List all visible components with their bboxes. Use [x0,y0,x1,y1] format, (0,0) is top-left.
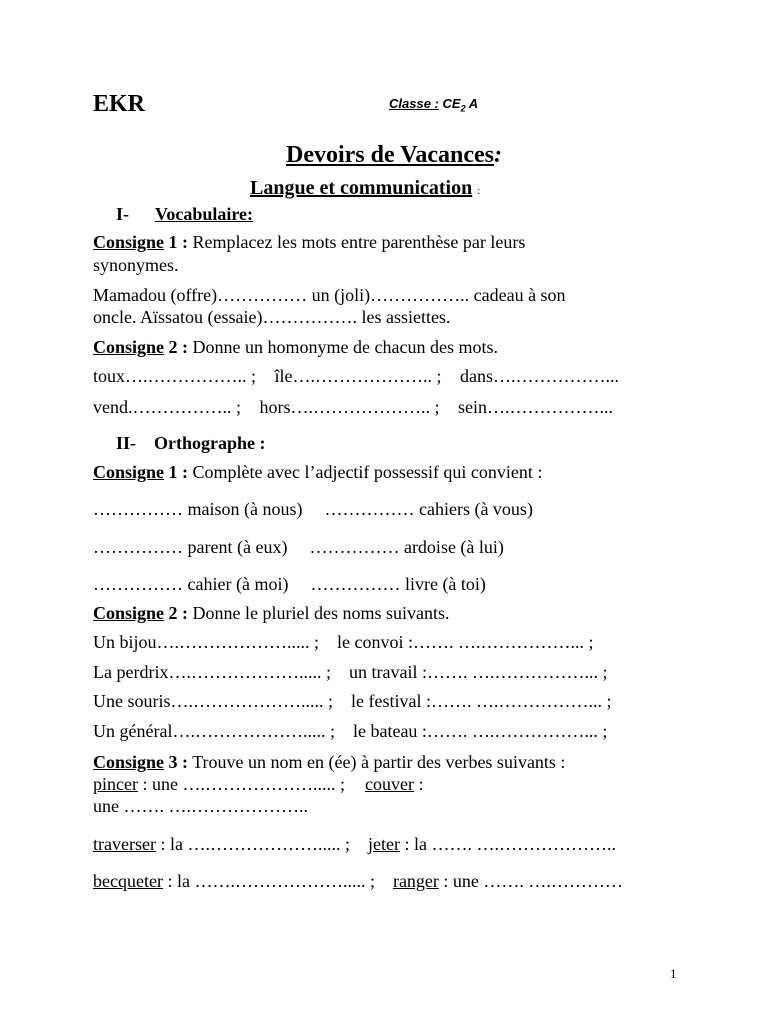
verb-row-cont: une ……. ….……………….. [93,796,308,816]
consigne-label: Consigne [93,232,165,252]
homonym-item: hors….……………….. [259,397,431,417]
homonym-item: toux….…………….. [93,366,247,386]
consigne-text: Trouve un nom en (ée) à partir des verbes suivants : [188,752,566,772]
subtitle [250,176,480,203]
class-value: $CE_2$ A [442,96,479,114]
verb-blank: : [413,774,424,794]
possessive-item: …………… maison (à nous) [93,499,303,519]
verb-blank: : la …….………………..... ; [162,871,375,891]
consigne-label: Consigne [93,603,165,623]
separator: ; [236,397,242,417]
possessive-row [93,573,486,595]
plural-item: un travail :……. ….……………... ; [348,662,608,682]
homonym-item: vend.…………….. [93,397,232,417]
section2-consigne3 [93,751,565,773]
consigne-label: Consigne [93,752,165,772]
page-title [286,140,502,170]
homonym-item: île….……………….. [274,366,433,386]
exercise-line: oncle. Aïssatou (essaie)……………. les assiettes. [93,307,451,327]
consigne-text: Remplacez les mots entre parenthèse par leurs [188,232,526,252]
subtitle-colon: : [477,185,481,197]
consigne-text: Donne un homonyme de chacun des mots. [188,337,498,357]
consigne-number: 1 : [164,462,189,482]
section2-heading [116,432,266,454]
separator: ; [251,366,257,386]
consigne-number: 2 : [164,337,189,357]
section2-consigne1 [93,461,542,483]
page-title-colon: : [493,142,502,168]
consigne-number: 1 : [164,232,189,252]
verb-row [93,773,423,795]
section2-number: II- [116,433,137,453]
section1-consigne2 [93,336,498,358]
consigne-text: Donne le pluriel des noms suivants. [188,603,450,623]
plural-row [93,720,607,742]
possessive-item: …………… livre (à toi) [310,574,486,594]
consigne-text: Complète avec l’adjectif possessif qui convient : [188,462,543,482]
verb-blank: : une ……. ….………… [438,871,623,891]
consigne-number: 3 : [164,752,189,772]
plural-item: Une souris….………………..... ; [93,691,333,711]
plural-item: La perdrix….………………..... ; [93,662,331,682]
verb-word: becqueter [93,871,163,891]
section2-consigne2 [93,602,449,624]
verb-blank: : une ….………………..... ; [137,774,345,794]
plural-row [93,661,607,683]
page-title-text: Devoirs de Vacances [286,142,494,168]
subtitle-text: Langue et communication [250,177,473,199]
section1-number: I- [116,204,129,224]
verb-row [93,870,623,892]
consigne-label: Consigne [93,462,165,482]
plural-item: Un bijou….………………..... ; [93,632,320,652]
homonym-row [93,396,613,418]
section2-title: Orthographe : [154,433,266,453]
homonym-item: dans….……………... [460,366,620,386]
homonym-row [93,365,619,387]
verb-row [93,833,616,855]
section1-heading [116,203,253,225]
plural-item: le festival :……. ….……………... ; [351,691,612,711]
separator: ; [434,397,440,417]
verb-word: jeter [367,834,400,854]
possessive-row [93,536,504,558]
separator: ; [436,366,442,386]
verb-blank: : la ……. ….……………….. [399,834,616,854]
page-number: 1 [670,966,677,981]
exercise-line: Mamadou (offre)…………… un (joli)…………….. cadeau à son [93,285,566,305]
possessive-item: …………… cahier (à moi) [93,574,289,594]
plural-item: le bateau :……. ….……………... ; [352,721,608,741]
plural-row [93,631,594,653]
possessive-item: …………… parent (à eux) [93,537,288,557]
verb-word: pincer [93,774,138,794]
plural-item: Un général….………………..... ; [93,721,335,741]
possessive-row [93,498,533,520]
plural-item: le convoi :……. ….……………... ; [337,632,594,652]
school-name: EKR [93,91,146,117]
verb-word: couver [364,774,414,794]
section1-consigne1 [93,231,525,253]
consigne-number: 2 : [164,603,189,623]
possessive-item: …………… cahiers (à vous) [324,499,533,519]
verb-word: traverser [93,834,156,854]
possessive-item: …………… ardoise (à lui) [309,537,504,557]
section1-consigne1-cont: synonymes. [93,255,179,275]
section1-title: Vocabulaire: [155,204,254,224]
verb-blank: : la ….………………..... ; [155,834,350,854]
homonym-item: sein….……………... [458,397,614,417]
plural-row [93,690,611,712]
class-label: Classe : [389,96,439,111]
verb-word: ranger [392,871,439,891]
consigne-label: Consigne [93,337,165,357]
class-info [389,96,478,117]
